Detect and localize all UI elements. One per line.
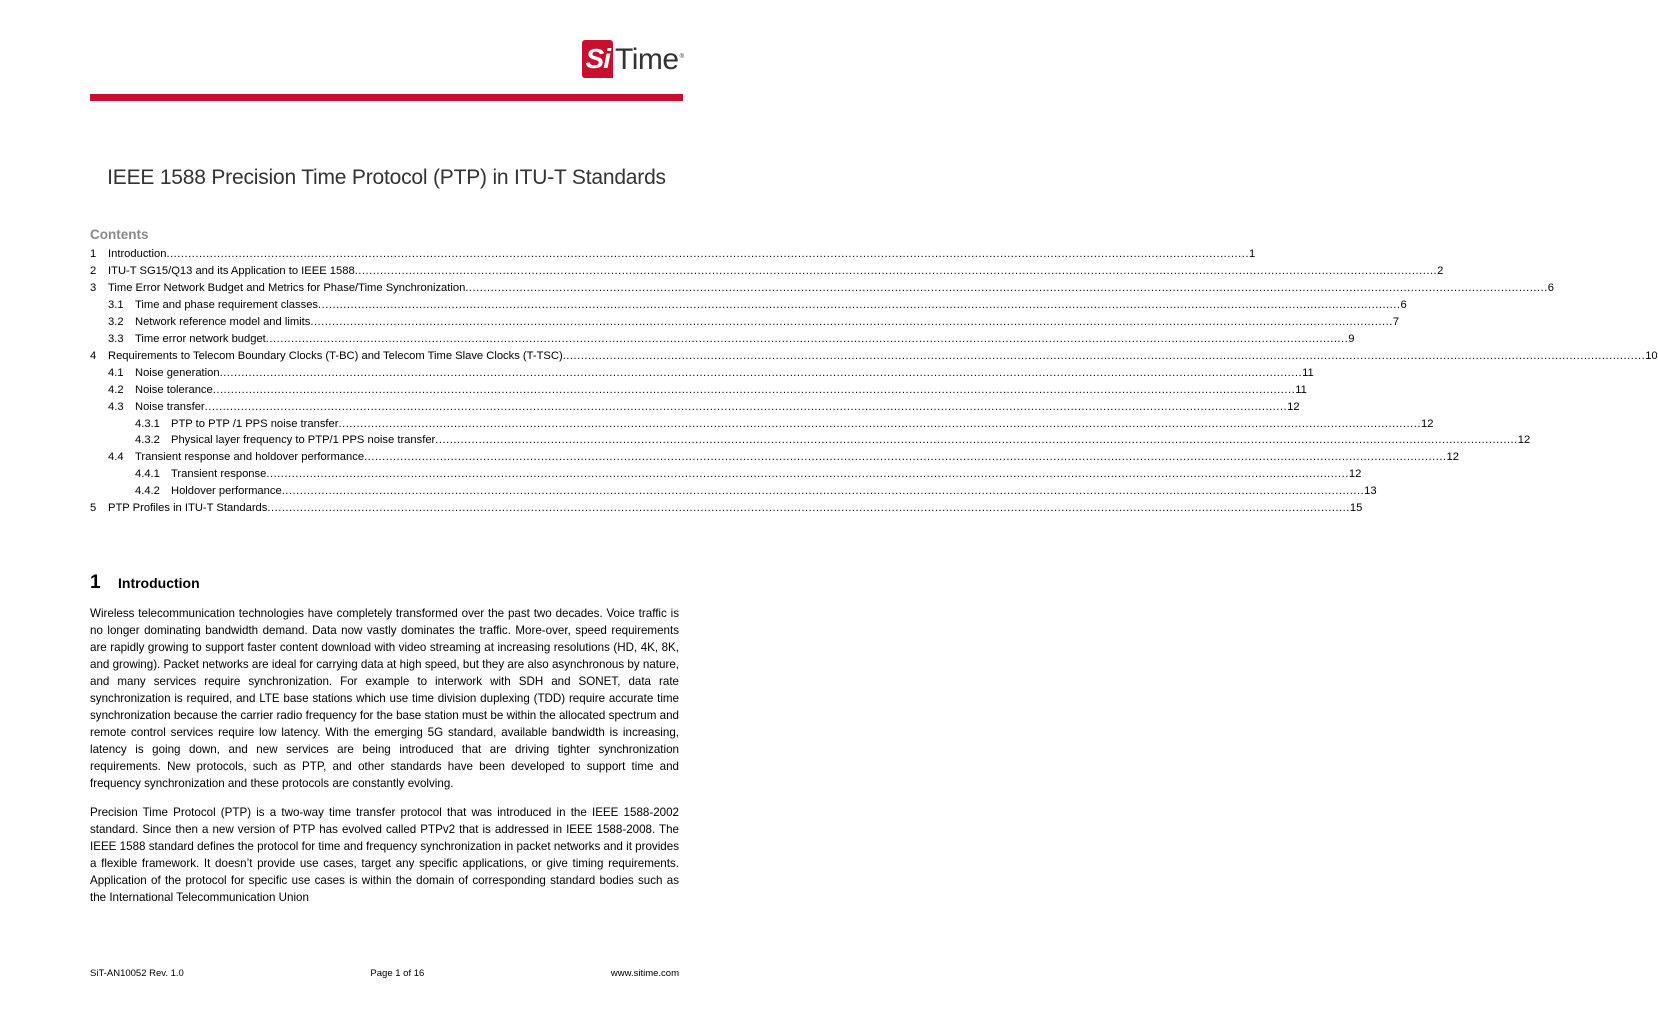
toc-entry[interactable]	[90, 416, 1434, 433]
toc-entry-number: 5	[90, 502, 97, 515]
logo-time: Time	[615, 43, 679, 76]
toc-dot-leader: ............................................................................................................................................................................................................................................................................................................	[562, 349, 1646, 362]
toc-entry-title: Noise transfer	[135, 400, 205, 413]
page-footer	[90, 968, 679, 979]
header-rule	[90, 94, 683, 101]
section-number: 1	[90, 572, 101, 593]
toc-entry-number: 4.4.1	[135, 468, 160, 481]
toc-entry-page: 12	[1517, 434, 1531, 447]
toc-entry-page: 12	[1287, 400, 1300, 413]
toc-dot-leader: ............................................................................................................................................................................................................................................................................................................	[435, 434, 1518, 447]
toc-entry-number: 2	[90, 264, 97, 277]
toc-entry[interactable]	[90, 297, 1407, 314]
toc-entry-page: 10	[1645, 349, 1658, 362]
toc-entry-title: Network reference model and limits	[135, 315, 311, 328]
footer-page-number: Page 1 of 16	[370, 968, 425, 979]
toc-entry-page: 11	[1302, 366, 1314, 379]
toc-entry-page: 1	[1248, 248, 1256, 260]
toc-entry-number: 1	[90, 248, 97, 260]
table-of-contents	[90, 246, 1658, 517]
toc-dot-leader: ............................................................................................................................................................................................................................................................................................................	[354, 264, 1438, 277]
toc-entry-number: 4	[90, 349, 97, 362]
toc-entry-page: 13	[1364, 485, 1377, 498]
footer-website: www.sitime.com	[610, 968, 679, 979]
toc-entry-page: 12	[1420, 417, 1434, 430]
toc-dot-leader: ............................................................................................................................................................................................................................................................................................................	[219, 366, 1303, 379]
toc-dot-leader: ............................................................................................................................................................................................................................................................................................................	[266, 468, 1349, 481]
toc-dot-leader: ............................................................................................................................................................................................................................................................................................................	[318, 298, 1401, 311]
toc-entry-title: Time Error Network Budget and Metrics for Phase/Time Synchronization	[108, 281, 466, 294]
toc-entry-title: Holdover performance	[171, 485, 282, 498]
toc-entry[interactable]	[90, 331, 1355, 348]
toc-entry[interactable]	[90, 500, 1363, 517]
toc-dot-leader: ............................................................................................................................................................................................................................................................................................................	[204, 400, 1288, 413]
toc-entry[interactable]	[90, 280, 1555, 297]
toc-entry-page: 11	[1295, 383, 1307, 396]
toc-entry-title: Noise generation	[135, 366, 220, 379]
toc-dot-leader: ............................................................................................................................................................................................................................................................................................................	[281, 485, 1365, 498]
toc-entry[interactable]	[90, 246, 1256, 263]
toc-entry-number: 4.3	[108, 400, 124, 413]
toc-dot-leader: ............................................................................................................................................................................................................................................................................................................	[310, 315, 1393, 328]
footer-doc-id: SiT-AN10052 Rev. 1.0	[90, 968, 184, 979]
toc-entry-title: Noise tolerance	[135, 383, 213, 396]
toc-entry-title: Physical layer frequency to PTP/1 PPS noise transfer	[171, 434, 436, 447]
toc-entry-title: Introduction	[108, 248, 167, 260]
toc-entry-page: 15	[1349, 502, 1363, 515]
document-title: IEEE 1588 Precision Time Protocol (PTP) in ITU-T Standards	[107, 166, 666, 189]
sitime-logo	[582, 40, 684, 78]
toc-entry[interactable]	[90, 399, 1300, 416]
toc-entry-page: 6	[1547, 281, 1555, 294]
toc-entry-page: 9	[1348, 332, 1355, 345]
toc-dot-leader: ............................................................................................................................................................................................................................................................................................................	[212, 383, 1296, 396]
toc-entry[interactable]	[90, 348, 1658, 365]
section-title: Introduction	[118, 575, 200, 591]
body-text	[90, 605, 679, 918]
toc-entry-number: 3.1	[108, 298, 124, 311]
logo-trademark: ®	[679, 54, 684, 60]
toc-entry[interactable]	[90, 263, 1444, 280]
toc-entry-number: 4.1	[108, 366, 124, 379]
toc-dot-leader: ............................................................................................................................................................................................................................................................................................................	[166, 248, 1249, 260]
toc-entry[interactable]	[90, 314, 1400, 331]
toc-entry-number: 4.4	[108, 451, 124, 464]
contents-heading: Contents	[90, 227, 149, 242]
paragraph: Wireless telecommunication technologies have completely transformed over the past two decades. Voice traffic is no longer dominating bandwidth demand. Data now vastly dominates the traffic. More-over, speed requirements are rapidly growing to support faster content download with video streaming at increasing resolutions (HD, 4K, 8K, and growing). Packet networks are ideal for carrying data at high speed, but they are also asynchronous by nature, and many services require synchronization. For example to interwork with SDH and SONET, data rate synchronization is required, and LTE base stations which use time division duplexing (TDD) require accurate time synchronization because the carrier radio frequency for the base station must be within the allocated spectrum and remote control services require low latency. With the emerging 5G standard, available bandwidth is increasing, latency is going down, and new services are being introduced that are driving tighter synchronization requirements. New protocols, such as PTP, and other standards have been developed to support time and frequency synchronization and these protocols are constantly evolving.	[90, 607, 679, 790]
toc-dot-leader: ............................................................................................................................................................................................................................................................................................................	[364, 451, 1447, 464]
toc-entry-number: 3.3	[108, 332, 124, 345]
toc-dot-leader: ............................................................................................................................................................................................................................................................................................................	[338, 417, 1421, 430]
toc-entry-title: Time error network budget	[135, 332, 266, 345]
toc-entry-number: 3.2	[108, 315, 124, 328]
toc-entry-page: 2	[1437, 264, 1444, 277]
toc-entry[interactable]	[90, 449, 1459, 466]
toc-dot-leader: ............................................................................................................................................................................................................................................................................................................	[465, 281, 1548, 294]
paragraph: Precision Time Protocol (PTP) is a two-way time transfer protocol that was introduced in the IEEE 1588-2002 standard. Since then a new version of PTP has evolved called PTPv2 that is addressed in IEEE 1588-2008. The IEEE 1588 standard defines the protocol for time and frequency synchronization in packet networks and it provides a flexible framework. It doesn’t provide use cases, target any specific applications, or give timing requirements. Application of the protocol for specific use cases is within the domain of corresponding standard bodies such as the International Telecommunication Union	[90, 806, 679, 904]
toc-entry-page: 6	[1400, 298, 1407, 311]
toc-entry-title: ITU-T SG15/Q13 and its Application to IEEE 1588	[108, 264, 355, 277]
toc-entry-page: 12	[1348, 468, 1362, 481]
toc-entry-number: 4.3.1	[135, 417, 160, 430]
toc-entry-title: PTP to PTP /1 PPS noise transfer	[171, 417, 339, 430]
toc-dot-leader: ............................................................................................................................................................................................................................................................................................................	[265, 332, 1349, 345]
logo-si: Si	[582, 40, 613, 78]
toc-entry[interactable]	[90, 432, 1531, 449]
toc-entry-number: 4.2	[108, 383, 124, 396]
toc-entry-title: PTP Profiles in ITU-T Standards	[108, 502, 268, 515]
section-heading	[90, 572, 200, 594]
toc-entry[interactable]	[90, 365, 1314, 382]
toc-entry[interactable]	[90, 466, 1362, 483]
toc-entry[interactable]	[90, 382, 1307, 399]
toc-entry-title: Time and phase requirement classes	[135, 298, 319, 311]
toc-entry-page: 7	[1392, 315, 1400, 328]
toc-entry-number: 4.3.2	[135, 434, 160, 447]
toc-entry-page: 12	[1446, 451, 1459, 464]
toc-entry[interactable]	[90, 483, 1377, 500]
toc-entry-title: Requirements to Telecom Boundary Clocks (T-BC) and Telecom Time Slave Clocks (T-TSC)	[108, 349, 563, 362]
toc-entry-title: Transient response	[171, 468, 267, 481]
toc-entry-title: Transient response and holdover performance	[135, 451, 365, 464]
toc-entry-number: 3	[90, 281, 97, 294]
toc-entry-number: 4.4.2	[135, 485, 160, 498]
toc-dot-leader: ............................................................................................................................................................................................................................................................................................................	[267, 502, 1350, 515]
